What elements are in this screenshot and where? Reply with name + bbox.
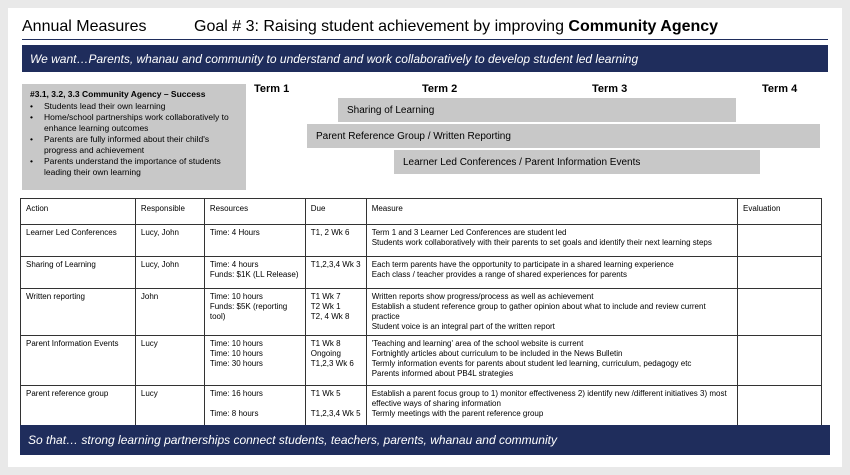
cell-responsible: Lucy <box>135 386 204 428</box>
success-criteria-box <box>22 84 246 190</box>
due-line: T1,2,3,4 Wk 5 <box>310 409 361 418</box>
due-line: T1 Wk 8 <box>310 339 341 348</box>
success-item: • Parents understand the importance of students leading their own learning <box>30 156 238 178</box>
cell-resources <box>204 225 305 257</box>
timeline-bar-conferences: Learner Led Conferences / Parent Information Events <box>394 150 760 174</box>
document-page <box>8 8 842 467</box>
cell-due <box>305 225 366 257</box>
banner-we-want: We want…Parents, whanau and community to understand and work collaboratively to develop student led learning <box>22 45 828 72</box>
success-item: • Home/school partnerships work collaboratively to enhance learning outcomes <box>30 112 238 134</box>
col-measure: Measure <box>366 199 737 225</box>
measure-line: Students work collaboratively with their parents to set goals and identify their next learning steps <box>371 238 712 247</box>
cell-measure <box>366 289 737 336</box>
cell-action: Parent reference group <box>21 386 136 428</box>
header-goal-title <box>194 18 718 36</box>
cell-due <box>305 386 366 428</box>
table-row <box>21 289 822 336</box>
cell-resources <box>204 257 305 289</box>
resource-line: Time: 16 hours <box>209 389 263 398</box>
cell-due <box>305 257 366 289</box>
cell-resources <box>204 336 305 386</box>
resource-line: Time: 4 hours <box>209 260 259 269</box>
term-3-label: Term 3 <box>592 83 628 95</box>
col-evaluation: Evaluation <box>738 199 822 225</box>
banner-so-that: So that… strong learning partnerships connect students, teachers, parents, whanau and community <box>20 425 830 455</box>
cell-action: Written reporting <box>21 289 136 336</box>
col-resources: Resources <box>204 199 305 225</box>
cell-responsible: Lucy <box>135 336 204 386</box>
col-action: Action <box>21 199 136 225</box>
table-row <box>21 257 822 289</box>
timeline-bar-sharing: Sharing of Learning <box>338 98 736 122</box>
due-line: T2 Wk 1 <box>310 302 341 311</box>
measure-line: Termly meetings with the parent reference group <box>371 409 544 418</box>
header-annual-measures: Annual Measures <box>22 18 147 35</box>
cell-evaluation <box>738 225 822 257</box>
resource-line: Time: 8 hours <box>209 409 259 418</box>
cell-resources <box>204 289 305 336</box>
term-1-label: Term 1 <box>254 83 290 95</box>
cell-action: Learner Led Conferences <box>21 225 136 257</box>
table-row <box>21 225 822 257</box>
term-4-label: Term 4 <box>762 83 798 95</box>
success-list <box>30 101 238 178</box>
cell-measure <box>366 386 737 428</box>
table-row <box>21 386 822 428</box>
col-due: Due <box>305 199 366 225</box>
cell-action: Parent Information Events <box>21 336 136 386</box>
term-2-label: Term 2 <box>422 83 458 95</box>
success-title: #3.1, 3.2, 3.3 Community Agency – Success <box>30 89 206 99</box>
resource-line: Time: 30 hours <box>209 359 263 368</box>
measure-line: Each term parents have the opportunity to participate in a shared learning experience <box>371 260 674 269</box>
cell-resources <box>204 386 305 428</box>
measure-line: Term 1 and 3 Learner Led Conferences are student led <box>371 228 567 237</box>
table-row <box>21 336 822 386</box>
due-line: T1, 2 Wk 6 <box>310 228 350 237</box>
measure-line: Fortnightly articles about curriculum to be included in the News Bulletin <box>371 349 623 358</box>
cell-due <box>305 289 366 336</box>
goal-prefix: Goal # 3: Raising student achievement by improving <box>194 18 569 35</box>
cell-evaluation <box>738 289 822 336</box>
cell-due <box>305 336 366 386</box>
cell-responsible: Lucy, John <box>135 225 204 257</box>
due-line: Ongoing <box>310 349 341 358</box>
cell-evaluation <box>738 257 822 289</box>
due-line: T2, 4 Wk 8 <box>310 312 350 321</box>
resource-line: Funds: $1K (LL Release) <box>209 270 299 279</box>
cell-responsible: John <box>135 289 204 336</box>
timeline-bar-reference-group: Parent Reference Group / Written Reporting <box>307 124 820 148</box>
measure-line: Termly information events for parents about student led learning, curriculum, pedagogy etc <box>371 359 692 368</box>
due-line <box>311 399 361 409</box>
measure-line: Written reports show progress/process as well as achievement <box>371 292 594 301</box>
measure-line: Student voice is an integral part of the written report <box>371 322 555 331</box>
cell-action: Sharing of Learning <box>21 257 136 289</box>
resource-line: Time: 10 hours <box>209 349 263 358</box>
due-line: T1 Wk 7 <box>310 292 341 301</box>
cell-responsible: Lucy, John <box>135 257 204 289</box>
due-line: T1,2,3 Wk 6 <box>310 359 354 368</box>
measure-line: Each class / teacher provides a range of shared experiences for parents <box>371 270 627 279</box>
measure-line: Establish a parent focus group to 1) monitor effectiveness 2) identify new /different initiatives 3) most effective ways of sharing information <box>371 389 727 408</box>
cell-measure <box>366 225 737 257</box>
measure-line: 'Teaching and learning' area of the school website is current <box>371 339 584 348</box>
due-line: T1 Wk 5 <box>310 389 341 398</box>
cell-evaluation <box>738 336 822 386</box>
success-item: • Parents are fully informed about their child's progress and achievement <box>30 134 238 156</box>
due-line: T1,2,3,4 Wk 3 <box>310 260 361 269</box>
measures-table <box>20 198 822 428</box>
cell-measure <box>366 257 737 289</box>
resource-line: Time: 10 hours <box>209 339 263 348</box>
cell-measure <box>366 336 737 386</box>
measure-line: Parents informed about PB4L strategies <box>371 369 514 378</box>
col-responsible: Responsible <box>135 199 204 225</box>
resource-line <box>210 399 300 409</box>
measure-line: Establish a student reference group to gather opinion about what to include and review current practice <box>371 302 706 321</box>
success-item: • Students lead their own learning <box>30 101 238 112</box>
resource-line: Time: 4 Hours <box>209 228 260 237</box>
header-rule <box>22 39 828 40</box>
goal-bold: Community Agency <box>568 18 719 35</box>
table-header-row <box>21 199 822 225</box>
cell-evaluation <box>738 386 822 428</box>
resource-line: Funds: $5K (reporting tool) <box>209 302 288 321</box>
resource-line: Time: 10 hours <box>209 292 263 301</box>
